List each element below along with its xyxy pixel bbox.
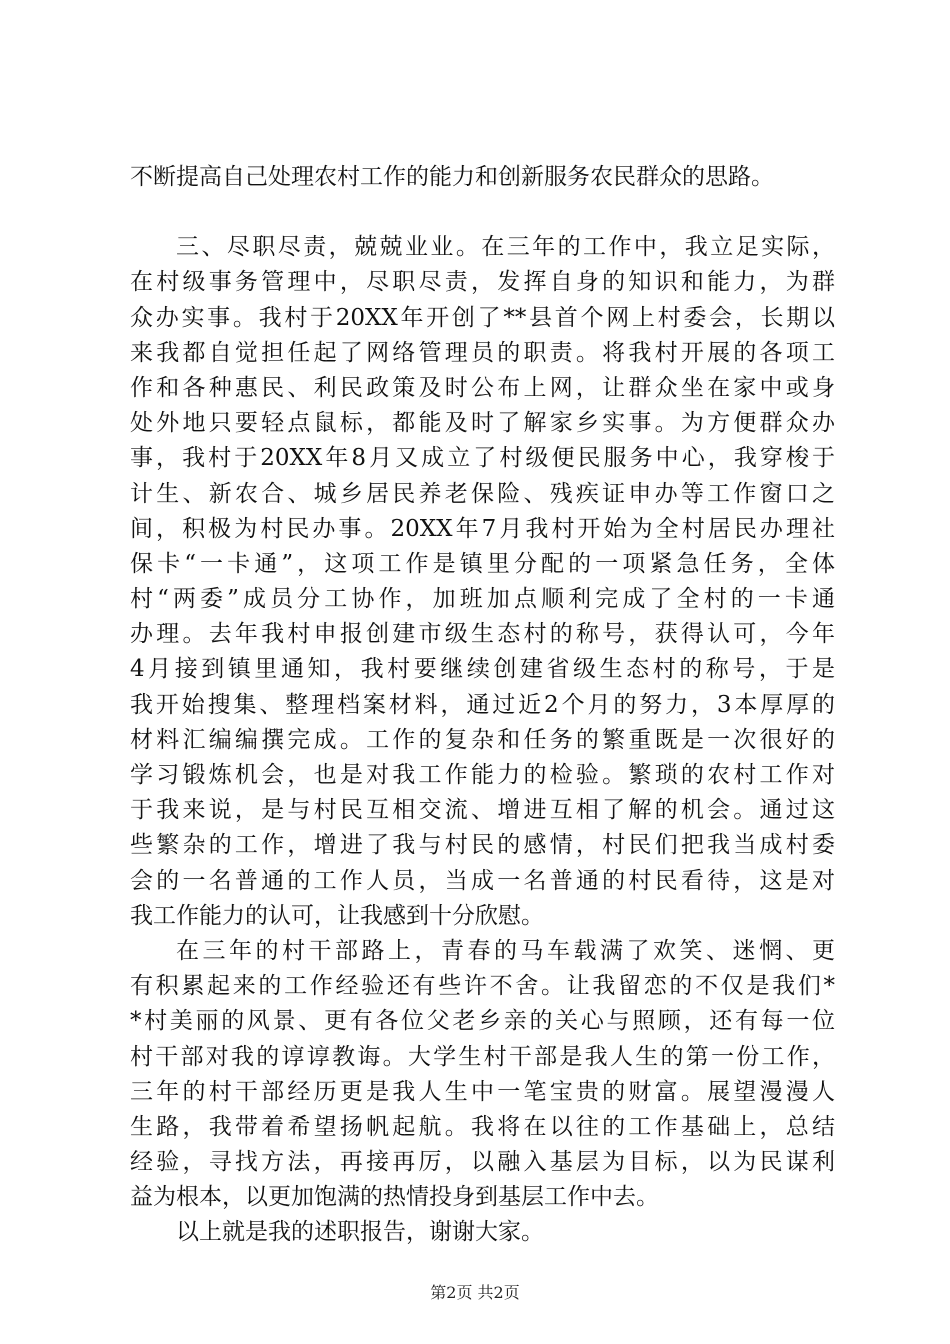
text-line: 保卡“一卡通”，这项工作是镇里分配的一项紧急任务，全体 [130,550,835,577]
text-line: *村美丽的风景、更有各位父老乡亲的关心与照顾，还有每一位 [130,1008,835,1035]
text-line: 益为根本，以更加饱满的热情投身到基层工作中去。 [130,1184,659,1211]
text-line: 4月接到镇里通知，我村要继续创建省级生态村的称号，于是 [130,656,835,683]
text-line: 村“两委”成员分工协作，加班加点顺利完成了全村的一卡通 [130,586,835,613]
text-line: 些繁杂的工作，增进了我与村民的感情，村民们把我当成村委 [130,832,835,859]
text-line: 众办实事。我村于20XX年开创了**县首个网上村委会，长期以 [130,304,835,331]
paragraph-gap [130,195,835,230]
paragraph-reflection [130,934,835,1216]
text-line: 村干部对我的谆谆教诲。大学生村干部是我人生的第一份工作， [130,1043,835,1070]
text-line: 不断提高自己处理农村工作的能力和创新服务农民群众的思路。 [130,164,774,190]
text-line: 三、尽职尽责，兢兢业业。在三年的工作中，我立足实际， [176,234,835,261]
paragraph-section-three [130,230,835,934]
text-line: 来我都自觉担任起了网络管理员的职责。将我村开展的各项工 [130,339,835,366]
text-line: 事，我村于20XX年8月又成立了村级便民服务中心，我穿梭于 [130,445,835,472]
text-line: 材料汇编编撰完成。工作的复杂和任务的繁重既是一次很好的 [130,726,835,753]
text-line: 经验，寻找方法，再接再厉，以融入基层为目标，以为民谋利 [130,1149,835,1176]
text-line: 计生、新农合、城乡居民养老保险、残疾证申办等工作窗口之 [130,480,835,507]
text-line: 办理。去年我村申报创建市级生态村的称号，获得认可，今年 [130,621,835,648]
text-line: 有积累起来的工作经验还有些许不舍。让我留恋的不仅是我们* [130,973,835,1000]
text-line: 在村级事务管理中，尽职尽责，发挥自身的知识和能力，为群 [130,269,835,296]
page-number-footer: 第2页 共2页 [430,1283,520,1302]
text-line: 处外地只要轻点鼠标，都能及时了解家乡实事。为方便群众办 [130,410,835,437]
text-line: 作和各种惠民、利民政策及时公布上网，让群众坐在家中或身 [130,374,835,401]
text-line: 间，积极为村民办事。20XX年7月我村开始为全村居民办理社 [130,515,835,542]
document-body [130,160,835,1251]
text-line: 我工作能力的认可，让我感到十分欣慰。 [130,902,544,929]
text-line: 会的一名普通的工作人员，当成一名普通的村民看待，这是对 [130,867,835,894]
text-line: 三年的村干部经历更是我人生中一笔宝贵的财富。展望漫漫人 [130,1078,835,1105]
text-line: 于我来说，是与村民互相交流、增进互相了解的机会。通过这 [130,797,835,824]
text-line: 在三年的村干部路上，青春的马车载满了欢笑、迷惘、更 [176,937,835,964]
text-line: 以上就是我的述职报告，谢谢大家。 [176,1219,544,1246]
text-line: 学习锻炼机会，也是对我工作能力的检验。繁琐的农村工作对 [130,762,835,788]
text-line: 我开始搜集、整理档案材料，通过近2个月的努力，3本厚厚的 [130,691,835,718]
paragraph-closing [130,1215,835,1250]
paragraph-continuation [130,160,835,195]
text-line: 生路，我带着希望扬帆起航。我将在以往的工作基础上，总结 [130,1113,835,1140]
